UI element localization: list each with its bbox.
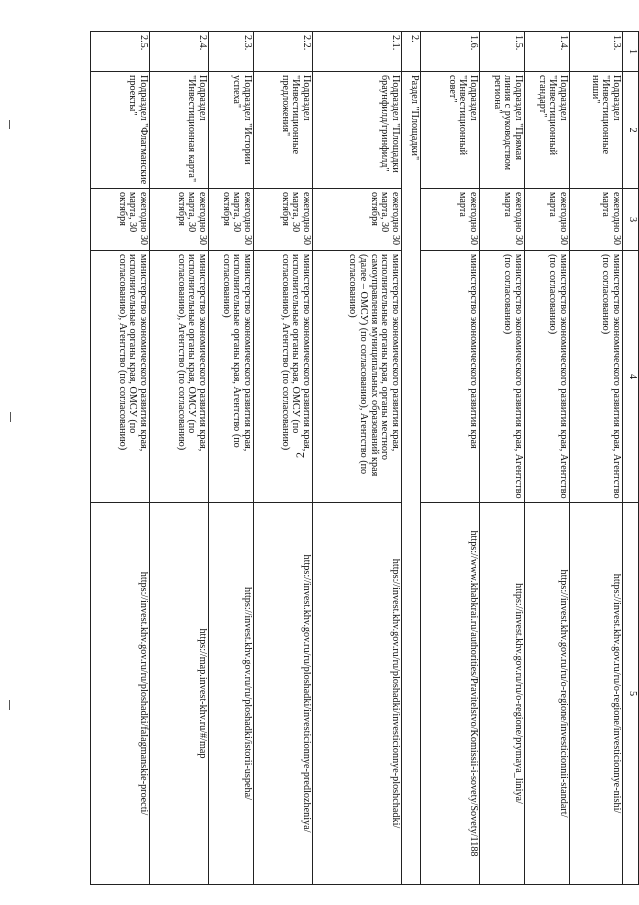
row-term: ежегодно 30 марта, 30 октября xyxy=(91,189,150,251)
table-row xyxy=(570,32,623,885)
row-name: Подраздел "Инвестиционная карта" xyxy=(150,72,209,189)
row-term: ежегодно 30 марта xyxy=(570,189,623,251)
row-term: ежегодно 30 марта, 30 октября xyxy=(209,189,254,251)
row-name: Подраздел "Прямая линия с руководством региона" xyxy=(480,72,525,189)
table-row xyxy=(421,32,480,885)
row-name: Подраздел "Инвестиционный совет" xyxy=(421,72,480,189)
table-row xyxy=(209,32,254,885)
header-col-3: 3 xyxy=(623,189,639,251)
row-responsible: министерство экономического развития края, исполнительные органы края, органы местного самоуправления муниципальных образований края (далее – ОМСУ) (по согласованию), Агентство (по согласованию) xyxy=(313,251,402,503)
row-term: ежегодно 30 марта, 30 октября xyxy=(313,189,402,251)
row-number: 2.2. xyxy=(254,32,313,72)
row-link[interactable]: https://invest.khv.gov.ru/ru/o-regione/investicionnye-nishi/ xyxy=(570,503,623,885)
header-col-5: 5 xyxy=(623,503,639,885)
row-link[interactable]: https://map.invest-khv.ru/#/map xyxy=(150,503,209,885)
row-term: ежегодно 30 марта xyxy=(525,189,570,251)
table-row xyxy=(150,32,209,885)
page-number: 2 xyxy=(293,452,307,458)
row-responsible: министерство экономического развития края, исполнительные органы края, Агентство (по согласованию) xyxy=(209,251,254,503)
row-link[interactable]: https://invest.khv.gov.ru/ru/ploshadki/falagmanskie-proecti/ xyxy=(91,503,150,885)
row-link[interactable]: https://invest.khv.gov.ru/ru/ploshadki/investicionnye-predlozheniya/ xyxy=(254,503,313,885)
row-link[interactable]: https://invest.khv.gov.ru/ru/ploshadki/istorii-uspeha/ xyxy=(209,503,254,885)
row-number: 2. xyxy=(402,32,421,72)
row-name: Подраздел "Истории успеха" xyxy=(209,72,254,189)
row-responsible: министерство экономического развития края, исполнительные органы края, ОМСУ (по согласованию), Агентство (по согласованию) xyxy=(254,251,313,503)
row-link[interactable]: https://invest.khv.gov.ru/ru/ploshadki/investicionnye-ploshchadki/ xyxy=(313,503,402,885)
table-row xyxy=(91,32,150,885)
row-responsible: министерство экономического развития края xyxy=(421,251,480,503)
row-name: Подраздел "Флагманские проекты" xyxy=(91,72,150,189)
row-number: 2.1. xyxy=(313,32,402,72)
row-name: Подраздел "Инвестиционные ниши" xyxy=(570,72,623,189)
table-row xyxy=(254,32,313,885)
row-responsible: министерство экономического развития края, исполнительные органы края, ОМСУ (по согласованию), Агентство (по согласованию) xyxy=(91,251,150,503)
section-row xyxy=(402,32,421,885)
scan-mark xyxy=(10,412,11,422)
row-number: 1.4. xyxy=(525,32,570,72)
row-number: 2.5. xyxy=(91,32,150,72)
row-name: Подраздел "Инвестиционный стандарт" xyxy=(525,72,570,189)
row-link[interactable]: https://invest.khv.gov.ru/ru/o-regione/prymaya_liniya/ xyxy=(480,503,525,885)
row-responsible: министерство экономического развития края, Агентство (по согласованию) xyxy=(570,251,623,503)
row-responsible: министерство экономического развития края, Агентство (по согласованию) xyxy=(525,251,570,503)
table-row xyxy=(480,32,525,885)
row-number: 2.4. xyxy=(150,32,209,72)
header-col-4: 4 xyxy=(623,251,639,503)
row-term: ежегодно 30 марта, 30 октября xyxy=(150,189,209,251)
header-row xyxy=(623,32,639,885)
section-title: Раздел "Площадки" xyxy=(402,72,421,885)
row-term: ежегодно 30 марта xyxy=(480,189,525,251)
table-row xyxy=(313,32,402,885)
table-row xyxy=(525,32,570,885)
row-number: 1.3. xyxy=(570,32,623,72)
row-link[interactable]: https://invest.khv.gov.ru/ru/o-regione/investicionnii-standart/ xyxy=(525,503,570,885)
header-col-1: 1 xyxy=(623,32,639,72)
row-number: 1.5. xyxy=(480,32,525,72)
plan-table xyxy=(90,31,639,885)
row-number: 2.3. xyxy=(209,32,254,72)
row-term: ежегодно 30 марта xyxy=(421,189,480,251)
row-responsible: министерство экономического развития края, исполнительные органы края, ОМСУ (по согласованию), Агентство (по согласованию) xyxy=(150,251,209,503)
scan-mark xyxy=(9,700,10,710)
rotated-table-wrapper xyxy=(100,31,639,884)
row-term: ежегодно 30 марта, 30 октября xyxy=(254,189,313,251)
header-col-2: 2 xyxy=(623,72,639,189)
row-link[interactable]: https://www.khabkrai.ru/authorities/Pravitelstvo/Komissii-i-sovety/Sovety/1188 xyxy=(421,503,480,885)
row-responsible: министерство экономического развития края, Агентство (по согласованию) xyxy=(480,251,525,503)
row-name: Подраздел "Площадки браунфилд/гринфилд" xyxy=(313,72,402,189)
row-number: 1.6. xyxy=(421,32,480,72)
row-name: Подраздел "Инвестиционные предложения" xyxy=(254,72,313,189)
scan-mark xyxy=(9,120,10,129)
